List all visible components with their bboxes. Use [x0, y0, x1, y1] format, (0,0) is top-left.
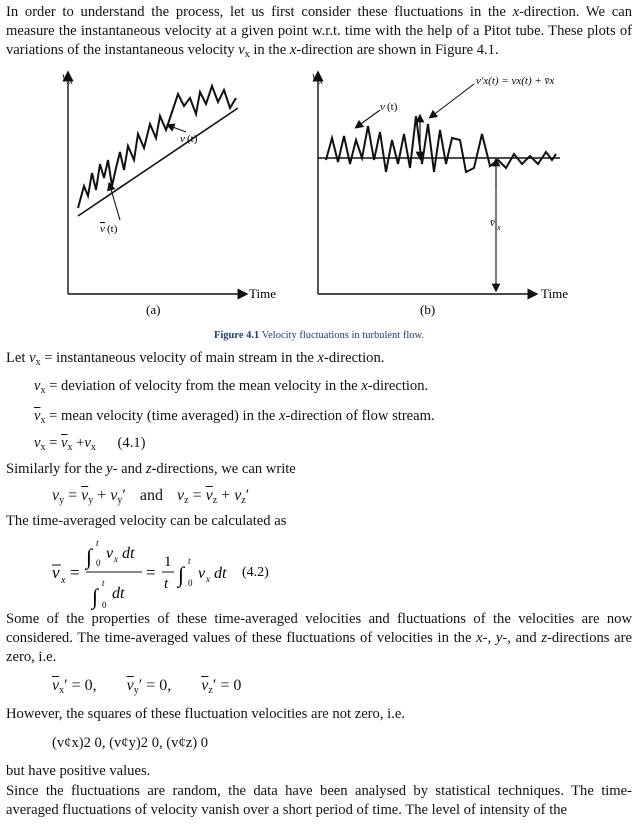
svg-text:v: v — [52, 563, 60, 582]
svg-text:∫: ∫ — [92, 584, 99, 609]
def-mean: $\overline{v}_x$ = mean velocity (time averaged) in the x-direction of flow stream. — [34, 408, 435, 426]
svg-text:dt: dt — [214, 565, 227, 582]
svg-text:0: 0 — [102, 600, 107, 610]
svg-text:∫: ∫ — [86, 544, 93, 569]
a-axis-x-label: Time — [249, 286, 276, 301]
svg-text:0: 0 — [96, 558, 101, 568]
a-instantaneous-curve — [78, 86, 236, 208]
b-axis-y-label: v — [312, 69, 318, 83]
svg-text:v: v — [106, 545, 114, 562]
zero-means: $\overline{v}_x' = 0$, $\overline{v}_y' = 0$, $\overline{v}_z' = 0$ — [52, 677, 242, 696]
equation-4-2-number: (4.2) — [242, 565, 269, 580]
svg-text:x: x — [61, 575, 66, 586]
svg-text:(t): (t) — [187, 133, 198, 145]
figure-4-1 — [0, 68, 638, 328]
svg-text:t: t — [188, 556, 191, 566]
svg-text:t: t — [164, 576, 169, 592]
panel-b — [312, 69, 568, 317]
a-axis-y-label: v — [62, 69, 68, 83]
svg-text:=: = — [70, 563, 80, 582]
equation-4-2 — [46, 532, 306, 614]
svg-text:v: v — [198, 565, 206, 582]
b-axis-x-label: Time — [541, 286, 568, 301]
svg-text:∫: ∫ — [178, 562, 185, 587]
panel-a — [62, 69, 276, 317]
a-inst-label: v — [180, 133, 185, 145]
b-panel-label: (b) — [420, 302, 436, 317]
properties-paragraph: Some of the properties of these time-averaged velocities and fluctuations of the velocities are now considered. The time-averaged values of these fluctuations of velocities in the x-, y-, and z-directions are zero, i.e. — [6, 611, 632, 665]
svg-text:x: x — [206, 574, 210, 584]
svg-text:t: t — [96, 538, 99, 548]
positive-line: but have positive values. — [6, 763, 151, 779]
svg-text:dt: dt — [122, 545, 135, 562]
svg-text:x: x — [319, 76, 323, 86]
svg-text:dt: dt — [112, 585, 125, 602]
random-paragraph: Since the fluctuations are random, the data have been analysed by statistical techniques. The time-averaged fluctuations of velocity vanish over a short period of time. The level of intensity of the — [6, 783, 632, 818]
svg-text:t: t — [102, 578, 105, 588]
squares-line: However, the squares of these fluctuation velocities are not zero, i.e. — [6, 706, 405, 722]
svg-text:x: x — [497, 223, 501, 232]
figure-caption: Figure 4.1 Velocity fluctuations in turbulent flow. — [213, 330, 425, 341]
b-mean-label: v̄ — [490, 217, 495, 229]
svg-text:x: x — [114, 554, 118, 564]
svg-text:1: 1 — [164, 554, 172, 570]
svg-text:0: 0 — [188, 578, 193, 588]
svg-text:x: x — [69, 76, 73, 86]
intro-paragraph: In order to understand the process, let us first consider these fluctuations in the x-direction. We can measure the instantaneous velocity at a given point w.r.t. time with the help of a Pitot tube. These plots of variations of the instantaneous velocity $v_x$ in the x-direction are shown in Figure 4.1. — [6, 4, 632, 60]
def-deviation: $v_x$ = deviation of velocity from the mean velocity in the x-direction. — [34, 378, 429, 396]
def-instantaneous: Let $v_x$ = instantaneous velocity of main stream in the x-direction. — [6, 350, 385, 368]
a-mean-label: v — [100, 223, 105, 235]
b-inst-label: v — [380, 101, 385, 113]
svg-text:(t): (t) — [107, 223, 118, 235]
svg-text:(t): (t) — [387, 101, 398, 113]
svg-text:=: = — [146, 563, 156, 582]
b-equation-label: v′x(t) = vx(t) + v̄x — [476, 75, 555, 87]
time-avg-line: The time-averaged velocity can be calculated as — [6, 513, 287, 529]
equation-yz: $v_y = \overline{v}_y + v_y'$ and $v_z = \overline{v}_z + v_z'$ — [52, 487, 250, 506]
similar-line: Similarly for the y- and z-directions, we can write — [6, 461, 296, 477]
squares-expression: (v¢x)2 0, (v¢y)2 0, (v¢z) 0 — [52, 735, 209, 751]
equation-4-1: $v_x = \overline{v}_x +v_x$ (4.1) — [34, 435, 146, 453]
a-panel-label: (a) — [146, 302, 161, 317]
